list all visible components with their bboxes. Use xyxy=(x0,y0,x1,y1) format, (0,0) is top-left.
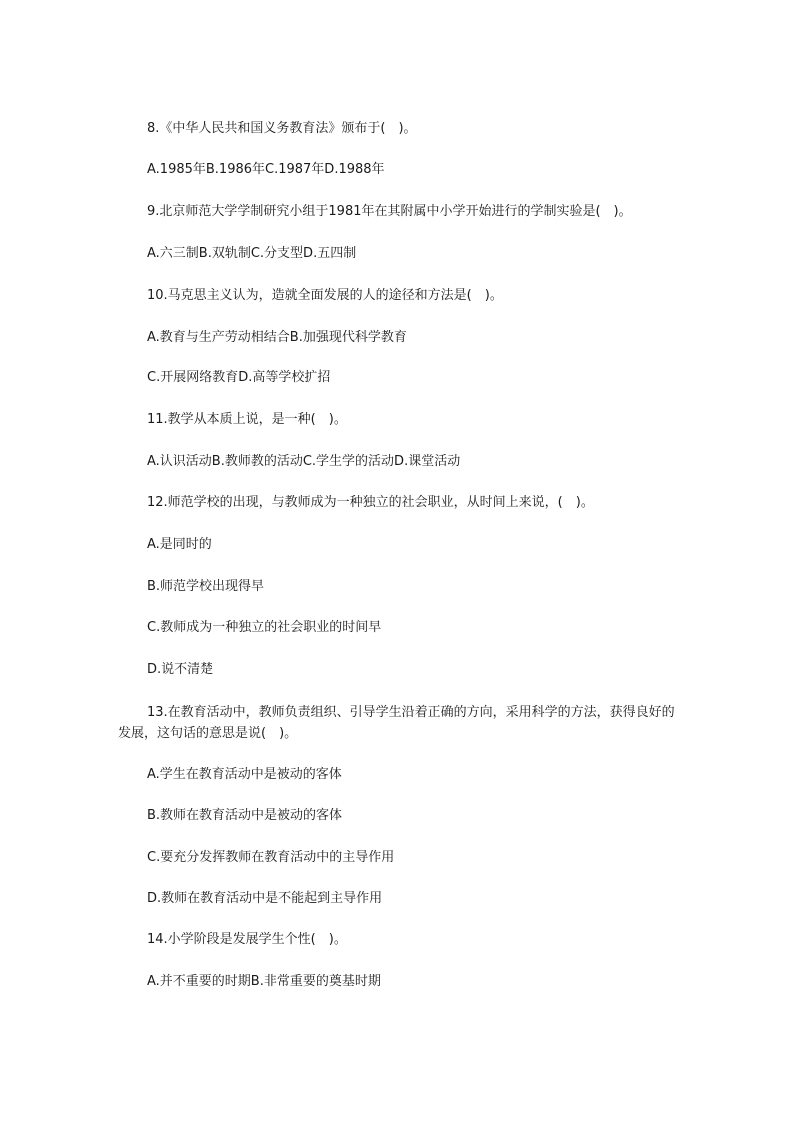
question-11: 11.教学从本质上说，是一种( )。 xyxy=(147,412,347,427)
question-14-options: A.并不重要的时期B.非常重要的奠基时期 xyxy=(147,974,381,989)
question-13: 13.在教育活动中，教师负责组织、引导学生沿着正确的方向，采用科学的方法，获得良好的发展，这句话的意思是说( )。 xyxy=(118,705,675,741)
question-10-options-ab: A.教育与生产劳动相结合B.加强现代科学教育 xyxy=(147,330,407,345)
question-12-option-c: C.教师成为一种独立的社会职业的时间早 xyxy=(147,620,382,635)
question-13-option-d: D.教师在教育活动中是不能起到主导作用 xyxy=(147,891,383,906)
question-13-option-b: B.教师在教育活动中是被动的客体 xyxy=(147,808,343,823)
question-13-option-c: C.要充分发挥教师在教育活动中的主导作用 xyxy=(147,850,395,865)
question-8-options: A.1985年B.1986年C.1987年D.1988年 xyxy=(147,162,385,177)
question-14: 14.小学阶段是发展学生个性( )。 xyxy=(147,932,347,947)
question-12-option-a: A.是同时的 xyxy=(147,537,212,552)
question-13-option-a: A.学生在教育活动中是被动的客体 xyxy=(147,767,342,782)
question-9: 9.北京师范大学学制研究小组于1981年在其附属中小学开始进行的学制实验是( )。 xyxy=(147,204,632,219)
question-12-option-d: D.说不清楚 xyxy=(147,662,214,677)
question-9-options: A.六三制B.双轨制C.分支型D.五四制 xyxy=(147,246,357,261)
question-10-options-cd: C.开展网络教育D.高等学校扩招 xyxy=(147,370,331,385)
question-10: 10.马克思主义认为，造就全面发展的人的途径和方法是( )。 xyxy=(147,288,503,303)
question-11-options: A.认识活动B.教师教的活动C.学生学的活动D.课堂活动 xyxy=(147,454,461,469)
question-8: 8.《中华人民共和国义务教育法》颁布于( )。 xyxy=(147,121,417,136)
question-12: 12.师范学校的出现，与教师成为一种独立的社会职业，从时间上来说，( )。 xyxy=(147,495,594,510)
question-12-option-b: B.师范学校出现得早 xyxy=(147,579,265,594)
